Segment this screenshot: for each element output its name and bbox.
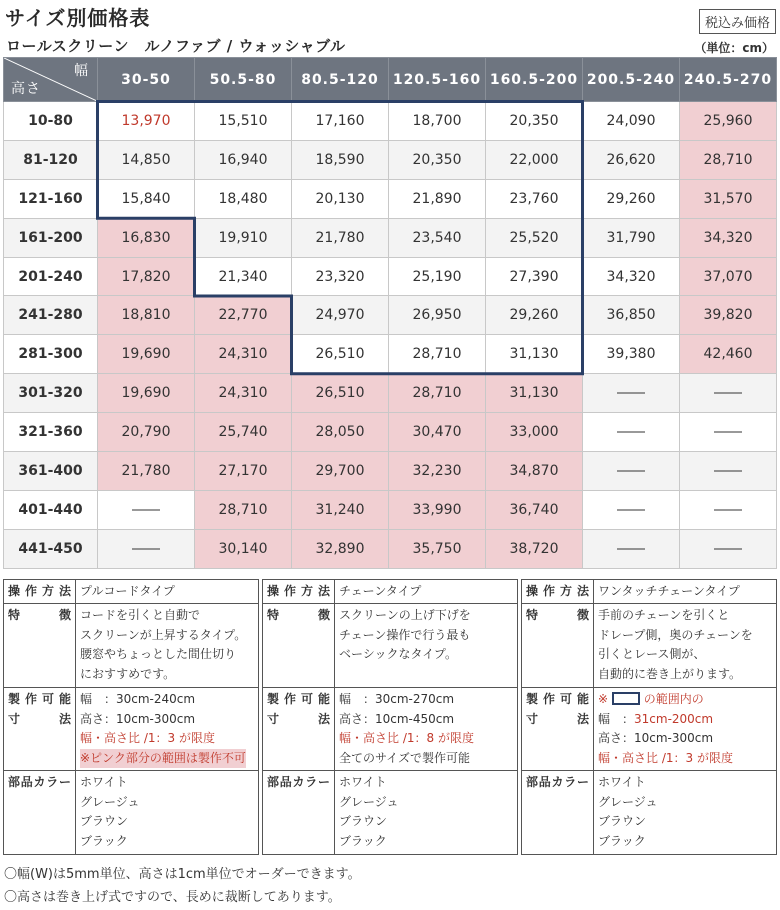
range-note <box>598 690 772 710</box>
column-header: 80.5-120 <box>292 58 389 102</box>
range-suffix: の範囲内の <box>643 692 704 706</box>
column-header: 120.5-160 <box>389 58 486 102</box>
price-cell: 32,890 <box>292 529 389 568</box>
row-header: 441-450 <box>4 529 98 568</box>
spec-table-one-touch-chain <box>521 579 777 855</box>
price-cell: 26,510 <box>292 335 389 374</box>
color-item: ホワイト <box>339 775 387 789</box>
price-cell: 21,890 <box>389 179 486 218</box>
price-cell: 18,590 <box>292 140 389 179</box>
price-cell: 36,850 <box>583 296 680 335</box>
feature-label: 特徴 <box>522 604 594 688</box>
price-cell: 19,910 <box>195 218 292 257</box>
ratio-limit: 幅・高さ比 /1：8 が限度 <box>339 731 474 745</box>
price-cell: 23,540 <box>389 218 486 257</box>
row-header: 321-360 <box>4 413 98 452</box>
column-header: 160.5-200 <box>486 58 583 102</box>
column-header: 50.5-80 <box>195 58 292 102</box>
price-cell: 26,620 <box>583 140 680 179</box>
price-cell: ―― <box>583 413 680 452</box>
price-cell: 31,130 <box>486 374 583 413</box>
size-label-line: 製作可能 <box>8 692 71 706</box>
price-cell: 33,000 <box>486 413 583 452</box>
column-header: 240.5-270 <box>680 58 777 102</box>
price-cell: 29,260 <box>486 296 583 335</box>
price-cell: 28,710 <box>195 490 292 529</box>
price-cell: 19,690 <box>98 374 195 413</box>
row-header: 121-160 <box>4 179 98 218</box>
size-label-line: 製作可能 <box>267 692 330 706</box>
price-cell: 35,750 <box>389 529 486 568</box>
price-cell: 26,950 <box>389 296 486 335</box>
row-header: 281-300 <box>4 335 98 374</box>
feature-line: スクリーンの上げ下げを <box>339 608 471 622</box>
color-item: ブラック <box>598 833 646 848</box>
table-row <box>4 179 777 218</box>
size-label <box>4 688 76 771</box>
method-value: ワンタッチチェーンタイプ <box>594 580 777 604</box>
price-cell: 25,740 <box>195 413 292 452</box>
price-cell: 31,240 <box>292 490 389 529</box>
corner-cell <box>4 58 98 102</box>
price-cell: 29,700 <box>292 452 389 491</box>
price-cell: 21,780 <box>292 218 389 257</box>
page-title: サイズ別価格表 <box>5 6 151 30</box>
method-value: チェーンタイプ <box>335 580 518 604</box>
feature-line: チェーン操作で行う最も <box>339 627 471 642</box>
price-cell: 15,510 <box>195 102 292 141</box>
table-row <box>4 452 777 491</box>
column-header: 30-50 <box>98 58 195 102</box>
range-prefix: ※ <box>598 692 609 706</box>
row-header: 361-400 <box>4 452 98 491</box>
color-item: ホワイト <box>598 775 646 789</box>
price-cell: 24,310 <box>195 374 292 413</box>
method-value: プルコードタイプ <box>76 580 259 604</box>
price-cell: 20,790 <box>98 413 195 452</box>
price-cell: 39,380 <box>583 335 680 374</box>
price-cell: 20,350 <box>486 102 583 141</box>
price-cell: 27,390 <box>486 257 583 296</box>
price-cell: 20,130 <box>292 179 389 218</box>
feature-line: におすすめです。 <box>80 666 176 681</box>
price-cell: ―― <box>583 490 680 529</box>
row-header: 241-280 <box>4 296 98 335</box>
table-row <box>4 490 777 529</box>
table-row <box>4 257 777 296</box>
size-height: 高さ：10cm-300cm <box>598 731 714 745</box>
color-label: 部品カラー <box>263 771 335 855</box>
price-cell: ―― <box>680 490 777 529</box>
all-size-note: 全てのサイズで製作可能 <box>339 750 471 765</box>
size-width-value: 31cm-200cm <box>634 711 714 726</box>
price-cell: 34,320 <box>583 257 680 296</box>
price-cell: 25,520 <box>486 218 583 257</box>
price-cell: 28,710 <box>680 140 777 179</box>
color-item: ブラウン <box>339 814 388 828</box>
feature-label: 特徴 <box>263 604 335 688</box>
table-row <box>4 529 777 568</box>
price-cell: 21,340 <box>195 257 292 296</box>
table-row <box>4 413 777 452</box>
price-cell: ―― <box>583 452 680 491</box>
color-item: ホワイト <box>80 775 128 789</box>
size-label-line: 製作可能 <box>526 692 589 706</box>
price-cell: 16,830 <box>98 218 195 257</box>
price-cell: 33,990 <box>389 490 486 529</box>
pink-note: ※ピンク部分の範囲は製作不可 <box>80 749 246 769</box>
price-table <box>3 57 777 569</box>
row-header: 201-240 <box>4 257 98 296</box>
size-height: 高さ：10cm-300cm <box>80 711 196 726</box>
price-cell: 16,940 <box>195 140 292 179</box>
price-cell: 28,710 <box>389 335 486 374</box>
price-cell: 31,790 <box>583 218 680 257</box>
row-header: 81-120 <box>4 140 98 179</box>
price-cell: 24,090 <box>583 102 680 141</box>
table-row <box>4 140 777 179</box>
color-label: 部品カラー <box>4 771 76 855</box>
product-subtitle: ロールスクリーン ルノファブ / ウォッシャブル <box>6 37 346 55</box>
price-cell: 24,970 <box>292 296 389 335</box>
price-cell: 37,070 <box>680 257 777 296</box>
method-label: 操作方法 <box>4 580 76 604</box>
header-row <box>4 58 777 102</box>
price-cell: ―― <box>98 490 195 529</box>
method-label: 操作方法 <box>263 580 335 604</box>
color-item: グレージュ <box>80 794 140 809</box>
feature-line: スクリーンが上昇するタイプ。 <box>80 627 247 642</box>
ratio-limit: 幅・高さ比 /1：3 が限度 <box>80 731 215 745</box>
size-text <box>76 688 259 771</box>
color-item: ブラック <box>339 833 387 848</box>
note-line: 〇高さは巻き上げ式ですので、長めに裁断してあります。 <box>4 890 341 905</box>
table-row <box>4 296 777 335</box>
size-label-line: 寸法 <box>526 711 589 726</box>
price-cell: 32,230 <box>389 452 486 491</box>
color-label: 部品カラー <box>522 771 594 855</box>
feature-line: コードを引くと自動で <box>80 608 201 622</box>
spec-table-chain <box>262 579 518 855</box>
feature-text <box>76 604 259 688</box>
feature-line: ベーシックなタイプ。 <box>339 647 457 661</box>
price-cell: ―― <box>583 529 680 568</box>
size-label <box>263 688 335 771</box>
color-item: ブラック <box>80 833 128 848</box>
price-cell: 39,820 <box>680 296 777 335</box>
row-header: 10-80 <box>4 102 98 141</box>
price-cell: 26,510 <box>292 374 389 413</box>
feature-text <box>594 604 777 688</box>
price-cell: ―― <box>583 374 680 413</box>
tax-badge: 税込み価格 <box>699 9 776 34</box>
price-cell: 34,320 <box>680 218 777 257</box>
price-cell: 28,050 <box>292 413 389 452</box>
price-cell: 34,870 <box>486 452 583 491</box>
size-text <box>594 688 777 771</box>
price-cell: 27,170 <box>195 452 292 491</box>
size-width: 幅 ：30cm-240cm <box>80 692 196 706</box>
outline-box-icon <box>612 692 640 705</box>
color-item: グレージュ <box>598 794 658 809</box>
column-header: 200.5-240 <box>583 58 680 102</box>
price-cell: 25,960 <box>680 102 777 141</box>
price-cell: 31,570 <box>680 179 777 218</box>
color-item: ブラウン <box>80 814 129 828</box>
size-label-line: 寸法 <box>8 711 71 726</box>
note-line: 〇幅(W)は5mm単位、高さは1cm単位でオーダーできます。 <box>4 867 361 882</box>
feature-line: 自動的に巻き上がります。 <box>598 666 742 681</box>
size-text <box>335 688 518 771</box>
ratio-limit: 幅・高さ比 /1：3 が限度 <box>598 750 733 765</box>
price-cell: 23,320 <box>292 257 389 296</box>
table-row <box>4 335 777 374</box>
row-header: 401-440 <box>4 490 98 529</box>
row-header: 301-320 <box>4 374 98 413</box>
price-cell: 13,970 <box>98 102 195 141</box>
width-axis-label: 幅 <box>74 63 89 79</box>
unit-label: （単位：cm） <box>694 41 774 55</box>
price-cell: 18,700 <box>389 102 486 141</box>
price-cell: 29,260 <box>583 179 680 218</box>
spec-table-pull-cord <box>3 579 259 855</box>
table-row <box>4 374 777 413</box>
price-cell: 38,720 <box>486 529 583 568</box>
price-cell: ―― <box>680 413 777 452</box>
price-cell: 20,350 <box>389 140 486 179</box>
price-cell: 18,480 <box>195 179 292 218</box>
price-cell: 17,160 <box>292 102 389 141</box>
size-width <box>598 710 772 730</box>
price-cell: 30,140 <box>195 529 292 568</box>
feature-line: 手前のチェーンを引くと <box>598 608 730 622</box>
feature-label: 特徴 <box>4 604 76 688</box>
price-cell: 25,190 <box>389 257 486 296</box>
color-item: ブラウン <box>598 814 647 828</box>
table-row <box>4 218 777 257</box>
price-cell: 30,470 <box>389 413 486 452</box>
method-label: 操作方法 <box>522 580 594 604</box>
price-cell: 23,760 <box>486 179 583 218</box>
price-cell: 42,460 <box>680 335 777 374</box>
feature-line: 腰窓やちょっとした間仕切り <box>80 647 237 661</box>
price-cell: 24,310 <box>195 335 292 374</box>
color-list <box>335 771 518 855</box>
size-height: 高さ：10cm-450cm <box>339 711 455 726</box>
price-cell: ―― <box>680 529 777 568</box>
price-cell: ―― <box>680 374 777 413</box>
price-cell: 17,820 <box>98 257 195 296</box>
price-table-body <box>4 102 777 569</box>
price-cell: 22,770 <box>195 296 292 335</box>
price-cell: 22,000 <box>486 140 583 179</box>
price-cell: 31,130 <box>486 335 583 374</box>
price-cell: 18,810 <box>98 296 195 335</box>
price-cell: 28,710 <box>389 374 486 413</box>
price-cell: 21,780 <box>98 452 195 491</box>
price-cell: 19,690 <box>98 335 195 374</box>
table-row <box>4 102 777 141</box>
price-cell: 14,850 <box>98 140 195 179</box>
feature-line: 引くとレース側が、 <box>598 647 706 661</box>
color-item: グレージュ <box>339 794 399 809</box>
price-cell: 15,840 <box>98 179 195 218</box>
size-label-line: 寸法 <box>267 711 330 726</box>
footer-notes <box>4 863 361 909</box>
price-cell: ―― <box>98 529 195 568</box>
color-list <box>76 771 259 855</box>
height-axis-label: 高さ <box>11 81 41 97</box>
size-width-label: 幅 ： <box>598 711 635 726</box>
size-label <box>522 688 594 771</box>
feature-text <box>335 604 518 688</box>
size-width: 幅 ：30cm-270cm <box>339 692 455 706</box>
price-cell: 36,740 <box>486 490 583 529</box>
price-cell: ―― <box>680 452 777 491</box>
feature-line: ドレープ側，奥のチェーンを <box>598 627 753 642</box>
color-list <box>594 771 777 855</box>
row-header: 161-200 <box>4 218 98 257</box>
